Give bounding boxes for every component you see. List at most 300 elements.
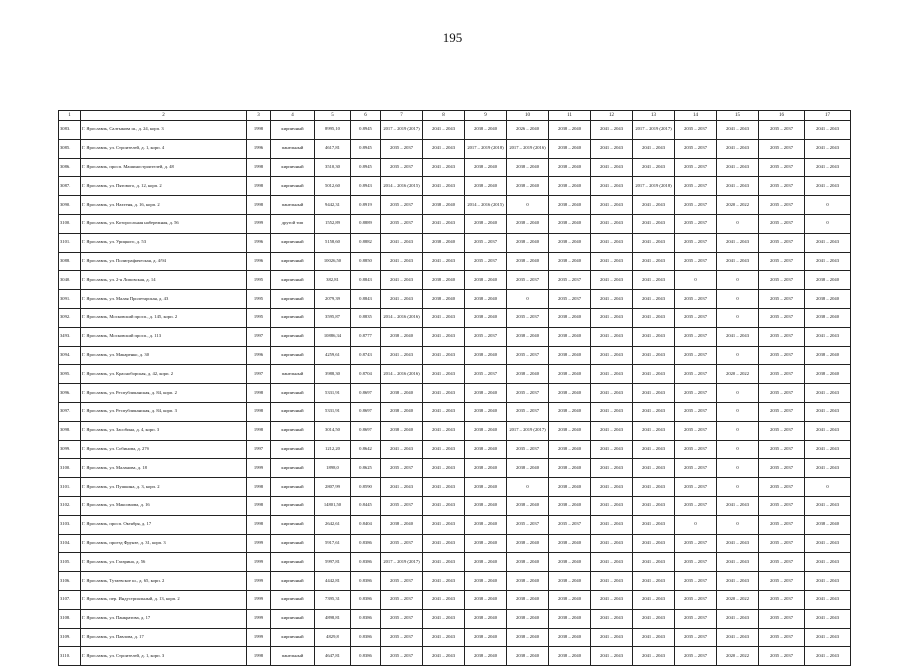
table-cell: 2038 – 2040 — [507, 214, 549, 233]
table-cell: 0 — [717, 515, 759, 534]
table-cell: 0.8697 — [351, 384, 381, 403]
table-cell: 3095. — [59, 365, 81, 384]
table-cell: 2038 – 2040 — [507, 365, 549, 384]
table-cell: 0.8386 — [351, 534, 381, 553]
table-cell: 2038 – 2040 — [507, 628, 549, 647]
housing-register-table — [58, 110, 851, 666]
table-cell: кирпичный — [271, 121, 315, 140]
table-row — [59, 214, 851, 233]
table-cell: 2041 – 2043 — [717, 609, 759, 628]
table-body — [59, 111, 851, 666]
table-cell: Г. Ярославль, ул. Панкратова, д. 17 — [81, 609, 247, 628]
table-cell: 2038 – 2040 — [549, 459, 591, 478]
table-cell: кирпичный — [271, 308, 315, 327]
table-cell: 2038 – 2040 — [507, 158, 549, 177]
table-cell: 2035 – 2037 — [759, 308, 805, 327]
table-cell: 1998 — [247, 177, 271, 196]
table-row — [59, 308, 851, 327]
table-cell: 2041 – 2043 — [633, 590, 675, 609]
table-cell: 2041 – 2043 — [633, 290, 675, 309]
table-cell: 4829,8 — [315, 628, 351, 647]
table-cell: другой тип — [271, 214, 315, 233]
table-cell: кирпичный — [271, 421, 315, 440]
table-cell: 2035 – 2037 — [759, 384, 805, 403]
table-cell: 2041 – 2043 — [633, 308, 675, 327]
table-cell: 2035 – 2037 — [675, 478, 717, 497]
table-cell: 3098. — [59, 421, 81, 440]
table-cell: 2035 – 2037 — [759, 496, 805, 515]
table-cell: 2038 – 2040 — [465, 590, 507, 609]
table-row — [59, 384, 851, 403]
table-cell: 2035 – 2037 — [759, 553, 805, 572]
table-cell: 0.8386 — [351, 609, 381, 628]
table-cell: 2041 – 2043 — [591, 459, 633, 478]
table-cell: 2041 – 2043 — [633, 459, 675, 478]
table-cell: 0 — [717, 290, 759, 309]
table-cell: 2038 – 2040 — [507, 233, 549, 252]
table-cell: 0.8386 — [351, 590, 381, 609]
table-cell: 3096. — [59, 384, 81, 403]
table-cell: 0 — [507, 478, 549, 497]
table-cell: 2041 – 2043 — [591, 628, 633, 647]
table-cell: 3107. — [59, 590, 81, 609]
table-cell: 2038 – 2040 — [465, 384, 507, 403]
table-cell: 2041 – 2043 — [423, 402, 465, 421]
table-cell: 2041 – 2043 — [633, 402, 675, 421]
table-cell: 3102. — [59, 496, 81, 515]
table-cell: 2038 – 2040 — [381, 402, 423, 421]
table-cell: 2041 – 2043 — [633, 196, 675, 215]
column-header: 16 — [759, 111, 805, 121]
table-cell: 2038 – 2040 — [465, 572, 507, 591]
table-cell: 2041 – 2043 — [633, 478, 675, 497]
table-cell: 2038 – 2040 — [549, 572, 591, 591]
table-cell: 1995 — [247, 308, 271, 327]
table-cell: 2026 – 2040 — [507, 121, 549, 140]
table-cell: 1998 — [247, 421, 271, 440]
table-cell: 2038 – 2040 — [465, 440, 507, 459]
table-cell: 2035 – 2037 — [675, 177, 717, 196]
table-cell: 2035 – 2037 — [759, 647, 805, 666]
table-cell: кирпичный — [271, 346, 315, 365]
table-cell: 2041 – 2043 — [633, 252, 675, 271]
table-cell: 2041 – 2043 — [633, 647, 675, 666]
table-cell: 2035 – 2037 — [759, 478, 805, 497]
table-cell: кирпичный — [271, 534, 315, 553]
table-cell: 2041 – 2043 — [633, 233, 675, 252]
table-cell: 2038 – 2040 — [465, 609, 507, 628]
table-cell: 3100. — [59, 214, 81, 233]
table-cell: 2041 – 2043 — [423, 327, 465, 346]
table-cell: 2038 – 2040 — [423, 233, 465, 252]
table-cell: 2041 – 2043 — [423, 572, 465, 591]
table-cell: 2035 – 2037 — [465, 233, 507, 252]
table-cell: 1999 — [247, 609, 271, 628]
table-cell: 2041 – 2043 — [591, 271, 633, 290]
table-cell: 2041 – 2043 — [717, 158, 759, 177]
table-cell: Г. Ярославль, ул. Собинова, д. 27б — [81, 440, 247, 459]
table-cell: 3105. — [59, 553, 81, 572]
table-row — [59, 421, 851, 440]
table-cell: 0.8625 — [351, 459, 381, 478]
table-cell: 7395,31 — [315, 590, 351, 609]
table-cell: 2038 – 2040 — [381, 515, 423, 534]
table-cell: 2035 – 2037 — [381, 572, 423, 591]
table-cell: 2017 – 2019 (2017) — [381, 553, 423, 572]
table-cell: 2035 – 2037 — [507, 384, 549, 403]
table-cell: 2038 – 2040 — [465, 290, 507, 309]
table-cell: 0.8404 — [351, 515, 381, 534]
table-cell: 0.8642 — [351, 440, 381, 459]
table-cell: 2038 – 2040 — [549, 421, 591, 440]
table-cell: 2041 – 2043 — [805, 177, 851, 196]
table-row — [59, 290, 851, 309]
table-cell: 5158,60 — [315, 233, 351, 252]
table-cell: 2035 – 2037 — [381, 534, 423, 553]
table-cell: Г. Ярославль, ул. Полиграфическая, д. 4/94 — [81, 252, 247, 271]
table-cell: Г. Ярославль, ул. Гагарина, д. 56 — [81, 553, 247, 572]
column-header: 17 — [805, 111, 851, 121]
table-cell: панельный — [271, 196, 315, 215]
table-cell: Г. Ярославль, ул. Строителей, д. 1, корп. 3 — [81, 647, 247, 666]
table-cell: 10886,34 — [315, 327, 351, 346]
table-cell: 2041 – 2043 — [805, 590, 851, 609]
table-cell: 2041 – 2043 — [805, 553, 851, 572]
column-header: 11 — [549, 111, 591, 121]
table-cell: 0.8945 — [351, 121, 381, 140]
table-cell: 2035 – 2037 — [381, 196, 423, 215]
table-cell: 2041 – 2043 — [423, 308, 465, 327]
table-cell: 2035 – 2037 — [759, 327, 805, 346]
table-cell: 2041 – 2043 — [633, 496, 675, 515]
table-cell: 0.8697 — [351, 402, 381, 421]
column-header: 5 — [315, 111, 351, 121]
table-cell: 0.8843 — [351, 271, 381, 290]
table-cell: 4442,81 — [315, 572, 351, 591]
table-cell: кирпичный — [271, 384, 315, 403]
table-cell: 9442,31 — [315, 196, 351, 215]
table-cell: 2035 – 2037 — [675, 158, 717, 177]
table-cell: 2041 – 2043 — [423, 515, 465, 534]
table-cell: 2041 – 2043 — [633, 327, 675, 346]
table-cell: 2038 – 2040 — [549, 308, 591, 327]
table-cell: 2041 – 2043 — [423, 384, 465, 403]
table-cell: 1998 — [247, 478, 271, 497]
table-cell: Г. Ярославль, ул. Которосльная набережная, д. 56 — [81, 214, 247, 233]
table-cell: 1998 — [247, 196, 271, 215]
table-cell: 2017 – 2019 (2016) — [507, 139, 549, 158]
table-cell: 2038 – 2040 — [549, 233, 591, 252]
table-cell: 2041 – 2043 — [423, 609, 465, 628]
table-cell: 14801,50 — [315, 496, 351, 515]
table-row — [59, 628, 851, 647]
table-cell: 2020 – 2022 — [717, 365, 759, 384]
table-cell: 0.8590 — [351, 478, 381, 497]
table-cell: 1999 — [247, 459, 271, 478]
table-cell: 0 — [717, 384, 759, 403]
table-cell: 2038 – 2040 — [507, 647, 549, 666]
table-cell: 1999 — [247, 214, 271, 233]
table-cell: 2038 – 2040 — [507, 327, 549, 346]
table-cell: 2035 – 2037 — [759, 214, 805, 233]
table-cell: 2035 – 2037 — [675, 233, 717, 252]
table-cell: 2035 – 2037 — [465, 327, 507, 346]
table-cell: кирпичный — [271, 402, 315, 421]
table-cell: 2041 – 2043 — [805, 628, 851, 647]
table-cell: 3106. — [59, 572, 81, 591]
table-cell: 2035 – 2037 — [675, 365, 717, 384]
table-cell: 2038 – 2040 — [507, 534, 549, 553]
table-cell: Г. Ярославль, ул. Малая Пролетарская, д. 43 — [81, 290, 247, 309]
table-cell: 0 — [805, 196, 851, 215]
table-cell: 1999 — [247, 572, 271, 591]
table-cell: 1999 — [247, 590, 271, 609]
table-cell: 2035 – 2037 — [507, 515, 549, 534]
table-cell: 2041 – 2043 — [717, 177, 759, 196]
table-cell: 2041 – 2043 — [591, 647, 633, 666]
table-cell: 2038 – 2040 — [423, 290, 465, 309]
table-cell: Г. Ярославль, ул. Пушкина, д. 3, корп. 2 — [81, 478, 247, 497]
table-row — [59, 478, 851, 497]
table-cell: 2041 – 2043 — [423, 139, 465, 158]
table-cell: 2038 – 2040 — [549, 553, 591, 572]
table-cell: 2038 – 2040 — [549, 609, 591, 628]
table-cell: 2041 – 2043 — [633, 534, 675, 553]
table-row — [59, 553, 851, 572]
table-cell: 2017 – 2019 (2018) — [465, 139, 507, 158]
table-cell: 2035 – 2037 — [759, 534, 805, 553]
table-cell: кирпичный — [271, 590, 315, 609]
table-cell: 2038 – 2040 — [465, 177, 507, 196]
table-cell: 2035 – 2037 — [759, 346, 805, 365]
table-cell: 0 — [717, 308, 759, 327]
table-cell: 0.8945 — [351, 158, 381, 177]
table-cell: 2035 – 2037 — [507, 271, 549, 290]
table-cell: 2041 – 2043 — [591, 572, 633, 591]
header-row — [59, 111, 851, 121]
table-cell: 2038 – 2040 — [423, 196, 465, 215]
table-cell: 0 — [717, 459, 759, 478]
table-cell: 2038 – 2040 — [507, 177, 549, 196]
table-cell: 2038 – 2040 — [549, 628, 591, 647]
table-cell: 2038 – 2040 — [507, 572, 549, 591]
table-cell: 3100. — [59, 459, 81, 478]
column-header: 13 — [633, 111, 675, 121]
table-row — [59, 139, 851, 158]
table-row — [59, 121, 851, 140]
table-cell: 2041 – 2043 — [591, 308, 633, 327]
table-cell: 2035 – 2037 — [381, 647, 423, 666]
table-cell: 2038 – 2040 — [465, 647, 507, 666]
table-cell: 2038 – 2040 — [465, 121, 507, 140]
table-cell: 2035 – 2037 — [675, 534, 717, 553]
table-cell: 2041 – 2043 — [717, 496, 759, 515]
table-cell: 2035 – 2037 — [381, 214, 423, 233]
table-cell: 2035 – 2037 — [507, 346, 549, 365]
table-cell: 1998 — [247, 121, 271, 140]
table-cell: 2041 – 2043 — [633, 440, 675, 459]
table-cell: 4647,81 — [315, 647, 351, 666]
table-cell: 2041 – 2043 — [717, 553, 759, 572]
column-header: 3 — [247, 111, 271, 121]
table-cell: кирпичный — [271, 327, 315, 346]
table-cell: 2041 – 2043 — [591, 515, 633, 534]
table-cell: 2035 – 2037 — [759, 421, 805, 440]
table-cell: Г. Ярославль, просп. Машиностроителей, д. 48 — [81, 158, 247, 177]
table-cell: 4898,81 — [315, 609, 351, 628]
table-cell: 2041 – 2043 — [633, 346, 675, 365]
table-cell: 1998 — [247, 647, 271, 666]
table-cell: 2041 – 2043 — [381, 290, 423, 309]
table-cell: 2035 – 2037 — [759, 121, 805, 140]
table-cell: 2041 – 2043 — [381, 271, 423, 290]
table-cell: 2041 – 2043 — [381, 346, 423, 365]
table-cell: 2041 – 2043 — [633, 158, 675, 177]
table-cell: Г. Ярославль, Салтыкова ш., д. 24, корп. 3 — [81, 121, 247, 140]
table-cell: 2035 – 2037 — [549, 271, 591, 290]
table-cell: 2041 – 2043 — [381, 252, 423, 271]
table-cell: 2035 – 2037 — [465, 252, 507, 271]
table-row — [59, 402, 851, 421]
table-cell: 0.8743 — [351, 346, 381, 365]
table-cell: 2038 – 2040 — [423, 271, 465, 290]
table-cell: 2035 – 2037 — [675, 252, 717, 271]
table-cell: 0.8386 — [351, 553, 381, 572]
table-cell: 2041 – 2043 — [591, 214, 633, 233]
table-cell: 2035 – 2037 — [675, 290, 717, 309]
table-cell: 2035 – 2037 — [759, 365, 805, 384]
table-cell: Г. Ярославль, ул. Урицкого, д. 53 — [81, 233, 247, 252]
table-cell: 2038 – 2040 — [465, 402, 507, 421]
table-cell: кирпичный — [271, 459, 315, 478]
table-cell: 2035 – 2037 — [675, 590, 717, 609]
table-cell: 2038 – 2040 — [805, 271, 851, 290]
table-cell: 2038 – 2040 — [549, 590, 591, 609]
table-cell: 2041 – 2043 — [381, 478, 423, 497]
table-cell: 0.8835 — [351, 308, 381, 327]
table-cell: 2642,61 — [315, 515, 351, 534]
table-cell: Г. Ярославль, Тутаевское ш., д. 65, корп. 2 — [81, 572, 247, 591]
page-number: 195 — [442, 30, 463, 45]
table-cell: 2041 – 2043 — [805, 609, 851, 628]
table-row — [59, 496, 851, 515]
table-cell: 0.8889 — [351, 214, 381, 233]
table-cell: 2041 – 2043 — [805, 534, 851, 553]
table-cell: 2035 – 2037 — [381, 158, 423, 177]
table-cell: 3110. — [59, 647, 81, 666]
table-cell: 2035 – 2037 — [675, 402, 717, 421]
table-row — [59, 365, 851, 384]
table-cell: 2041 – 2043 — [717, 233, 759, 252]
table-cell: 2014 – 2016 (2016) — [381, 308, 423, 327]
table-cell: кирпичный — [271, 252, 315, 271]
table-cell: 2035 – 2037 — [675, 384, 717, 403]
table-cell: 2035 – 2037 — [759, 158, 805, 177]
table-cell: кирпичный — [271, 158, 315, 177]
table-cell: 2035 – 2037 — [675, 553, 717, 572]
table-cell: 2041 – 2043 — [591, 346, 633, 365]
table-cell: 3040. — [59, 271, 81, 290]
table-cell: 2041 – 2043 — [717, 327, 759, 346]
table-row — [59, 534, 851, 553]
table-row — [59, 271, 851, 290]
table-cell: Г. Ярославль, ул. Строителей, д. 1, корп. 4 — [81, 139, 247, 158]
table-cell: 2038 – 2040 — [549, 402, 591, 421]
table-cell: 2041 – 2043 — [717, 121, 759, 140]
table-cell: 2038 – 2040 — [549, 196, 591, 215]
table-cell: 0.8386 — [351, 628, 381, 647]
table-cell: 2035 – 2037 — [507, 308, 549, 327]
table-cell: 2017 – 2019 (2018) — [633, 177, 675, 196]
table-cell: 2041 – 2043 — [591, 290, 633, 309]
table-cell: 3092. — [59, 308, 81, 327]
table-cell: 1552,89 — [315, 214, 351, 233]
table-cell: 2038 – 2040 — [805, 365, 851, 384]
table-cell: Г. Ярославль, ул. Пятового, д. 12, корп. 2 — [81, 177, 247, 196]
table-cell: 2041 – 2043 — [423, 365, 465, 384]
table-cell: 2038 – 2040 — [381, 421, 423, 440]
table-cell: 2038 – 2040 — [805, 308, 851, 327]
table-cell: 2041 – 2043 — [381, 440, 423, 459]
table-cell: 2038 – 2040 — [549, 139, 591, 158]
table-cell: кирпичный — [271, 628, 315, 647]
table-cell: 2041 – 2043 — [423, 628, 465, 647]
table-cell: кирпичный — [271, 496, 315, 515]
table-cell: 5917,61 — [315, 534, 351, 553]
table-cell: 2041 – 2043 — [805, 139, 851, 158]
table-row — [59, 252, 851, 271]
table-cell: 2041 – 2043 — [591, 252, 633, 271]
table-cell: Г. Ярославль, ул. Нахтеня, д. 16, корп. 2 — [81, 196, 247, 215]
table-cell: 5331,91 — [315, 384, 351, 403]
table-cell: 2041 – 2043 — [805, 572, 851, 591]
table-row — [59, 572, 851, 591]
table-cell: 2041 – 2043 — [591, 384, 633, 403]
table-cell: 2041 – 2043 — [591, 553, 633, 572]
table-cell: 2038 – 2040 — [465, 308, 507, 327]
table-cell: 2035 – 2037 — [759, 139, 805, 158]
table-cell: 2035 – 2037 — [759, 177, 805, 196]
table-cell: 3101. — [59, 233, 81, 252]
table-cell: 2041 – 2043 — [591, 402, 633, 421]
table-cell: 2041 – 2043 — [423, 252, 465, 271]
table-cell: 2038 – 2040 — [465, 421, 507, 440]
table-cell: 1996 — [247, 233, 271, 252]
table-row — [59, 590, 851, 609]
table-cell: 2035 – 2037 — [759, 271, 805, 290]
table-cell: 2041 – 2043 — [633, 384, 675, 403]
table-row — [59, 177, 851, 196]
column-header: 1 — [59, 111, 81, 121]
table-cell: 2041 – 2043 — [591, 177, 633, 196]
table-cell: 2041 – 2043 — [591, 609, 633, 628]
table-cell: 2035 – 2037 — [759, 515, 805, 534]
table-cell: панельный — [271, 139, 315, 158]
table-cell: 2035 – 2037 — [675, 609, 717, 628]
table-cell: 2038 – 2040 — [549, 158, 591, 177]
table-cell: кирпичный — [271, 271, 315, 290]
table-cell: 1997 — [247, 365, 271, 384]
table-cell: 4617,81 — [315, 139, 351, 158]
table-cell: 0 — [675, 271, 717, 290]
table-cell: 2041 – 2043 — [805, 121, 851, 140]
table-cell: 1898,0 — [315, 459, 351, 478]
table-cell: 3493. — [59, 327, 81, 346]
table-cell: 2035 – 2037 — [507, 402, 549, 421]
table-cell: 0 — [507, 290, 549, 309]
table-cell: 2041 – 2043 — [423, 177, 465, 196]
table-cell: 0 — [805, 478, 851, 497]
